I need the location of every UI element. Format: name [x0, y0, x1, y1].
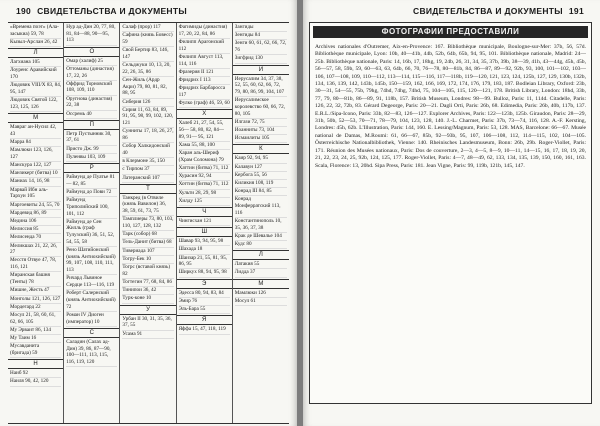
- index-entry: Иоанниты 73, 104: [235, 127, 287, 135]
- index-column: [233, 23, 289, 423]
- index-entry: Сельджуки 10, 13, 20, 22, 26, 35, 86: [122, 62, 173, 77]
- index-entry: Эдесса 80, 94, 83, 84: [179, 290, 230, 298]
- index-entry: Зигфрид 130: [235, 55, 287, 63]
- right-page: [303, 0, 600, 426]
- index-entry: Оссремь 40: [66, 111, 117, 119]
- index-column: [177, 23, 233, 423]
- index-entry: Шахада 18: [179, 246, 230, 254]
- index-entry: Ширкух 88, 94, 95, 98: [179, 269, 230, 277]
- index-entry: Месстя Отвуе 47, 78, 116, 121: [10, 257, 61, 272]
- index-entry: Лидда 37: [235, 269, 287, 277]
- index-entry: Саладин (Салах ад-Дин) 39, 86, 87—90, 100—111, 113, 115, 116, 119, 120: [66, 339, 117, 367]
- index-entry: Калавун 127: [235, 164, 287, 172]
- index-entry: Зенгиды 84: [235, 32, 287, 40]
- index-entry: Киликия 108, 119: [235, 180, 287, 188]
- index-entry: Хоттин (битва) 71, 112: [179, 181, 230, 189]
- index-letter-heading: Л: [233, 250, 289, 260]
- index-entry: Мардевид 86, 89: [10, 210, 61, 218]
- index-entry: Людовик VIII/Х 83, 84, 95, 147: [10, 82, 61, 97]
- index-letter-heading: О: [64, 47, 119, 57]
- index-entry: Манскура 122, 127: [10, 162, 61, 170]
- index-entry: Кызыл-Арслан 26, 42: [10, 39, 61, 47]
- index-entry: Исмаилиты 105: [235, 135, 287, 143]
- index-entry: Мосул 61: [235, 298, 287, 306]
- index-entry: Кербога 55, 56: [235, 172, 287, 180]
- index-entry: Мавраг ан-Нусил 42, 43: [10, 124, 61, 139]
- index-entry: Раймунд де Пуатье 81— 82, 85: [66, 174, 117, 189]
- index-letter-heading: Ч: [177, 207, 232, 217]
- index-entry: Тогтегин 77, 68, 84, 86: [122, 279, 173, 287]
- running-head-right-text: СВИДЕТЕЛЬСТВА И ДОКУМЕНТЫ: [413, 6, 563, 16]
- index-column: [64, 23, 120, 423]
- index-entry: Иерусалимское королевство 60, 66, 72, 80, 105: [235, 97, 287, 119]
- index-entry: Мамлюки 126: [235, 290, 287, 298]
- index-entry: Му Таим 16: [10, 335, 61, 343]
- index-entry: Тогру-Бек 10: [122, 256, 173, 264]
- index-entry: Филипп Август 113, 114, 116: [179, 54, 230, 69]
- index-entry: Халеб 21, 27, 54, 55, 56— 58, 80, 82, 84—89, 91— 95, 121: [179, 120, 230, 142]
- index-letter-heading: М: [233, 279, 289, 289]
- index-entry: Петр Пустынник 30, 37, 61: [66, 131, 117, 146]
- index-entry: Мишне, Жесть 47: [10, 287, 61, 295]
- page-number-right: 191: [568, 6, 584, 16]
- index-letter-heading: П: [64, 120, 119, 130]
- index-entry: Му Эрваит 86, 134: [10, 327, 61, 335]
- index-entry: Ричард Львиное Сердце 113—116, 119: [66, 275, 117, 290]
- index-letter-heading: Н: [8, 359, 63, 369]
- index-entry: Миранская башня (Тенты) 78: [10, 272, 61, 287]
- index-entry: «Времена поэт» (Ала-засыкиа) 59, 78: [10, 24, 61, 39]
- index-entry: Кудс 80: [235, 241, 287, 249]
- index-entry: Омар (халиф) 25: [66, 58, 117, 66]
- index-entry: Яффа 15, 47, 118, 119: [179, 326, 230, 334]
- index-entry: Тивериада 107: [122, 248, 173, 256]
- index-entry: Хилду 125: [179, 198, 230, 206]
- index-entry: Сафина (князь Бовесс) 59: [122, 32, 173, 47]
- photo-credits-box: [309, 22, 592, 404]
- photo-credits-title: ФОТОГРАФИИ ПРЕДОСТАВИЛИ: [313, 26, 588, 38]
- index-entry: Сен-Жиль (Ардр Акри) 79, 80, 81, 82, 88, 95: [122, 77, 173, 99]
- index-entry: Хульти 28, 29, 98: [179, 190, 230, 198]
- index-entry: Маниах 14, 16, 98: [10, 178, 61, 186]
- index-entry: Илгази 72, 75: [235, 119, 287, 127]
- index-entry: Роберт Салернский (князь Антиохийский) 72: [66, 290, 117, 312]
- index-entry: Тамплиеры 73, 80, 103, 110, 127, 128, 132: [122, 216, 173, 231]
- index-entry: Меликшах 21, 22, 26, 27: [10, 243, 61, 258]
- index-entry: Оффрид Торновский 108, 109, 110: [66, 81, 117, 96]
- index-entry: Тинипои 36, 42: [122, 287, 173, 295]
- index-entry: Мосул 21, 58, 60, 61, 62, 66, 105: [10, 312, 61, 327]
- index-entry: Эмир 76: [179, 298, 230, 306]
- index-letter-heading: Т: [120, 184, 175, 194]
- index-entry: Мусавданита (бригада) 59: [10, 343, 61, 358]
- index-letter-heading: Ш: [177, 227, 232, 237]
- index-entry: Латеранский 107: [122, 175, 173, 183]
- index-entry: Манзикерт (битва) 10: [10, 170, 61, 178]
- index-letter-heading: Л: [8, 48, 63, 58]
- index-column: [120, 23, 176, 423]
- index-entry: Раймунд до Пови 72: [66, 189, 117, 197]
- index-entry: Хурасин 92, 94: [179, 173, 230, 181]
- index-entry: Медина 106: [10, 218, 61, 226]
- index-letter-heading: Х: [177, 109, 232, 119]
- index-entry: Салаф (прор) 117: [122, 24, 173, 32]
- index-entry: Фразерия II 121: [179, 69, 230, 77]
- index-letter-heading: У: [120, 305, 175, 315]
- index-entry: Фагимиды (династия) 17, 20, 22, 84, 86: [179, 24, 230, 39]
- index-letter-heading: Р: [64, 163, 119, 173]
- index-entry: Чингисхан 121: [179, 218, 230, 226]
- index-entry: Фридрих I 113: [179, 77, 230, 85]
- index-entry: Усама 91: [122, 331, 173, 339]
- index-letter-heading: С: [64, 328, 119, 338]
- index-entry: Зенги 60, 61, 62, 66, 72, 76: [235, 40, 287, 55]
- index-entry: Латакия 55: [235, 261, 287, 269]
- index-entry: Мелиссия 85: [10, 226, 61, 234]
- index-entry: Танкред (в Отвиле (князь Вавилон) 36, 38, 59, 61, 73, 75: [122, 195, 173, 217]
- index-entry: Турк-коне 10: [122, 295, 173, 303]
- index-entry: Шаизар 21, 55, 81, 95, 86, 95: [179, 255, 230, 270]
- index-entry: Хаттин (битва) 71, 112: [179, 165, 230, 173]
- index-entry: Маргоевиты 24, 55, 70: [10, 202, 61, 210]
- index-entry: Марра 84: [10, 139, 61, 147]
- index-entry: Фридрих Барбаросса 117: [179, 85, 230, 100]
- index-entry: Фулко (граф) 46, 59, 60: [179, 100, 230, 108]
- index-entry: Сунниты 17, 18, 26, 27, 86: [122, 128, 173, 143]
- index-entry: Сиберия 126: [122, 99, 173, 107]
- index-entry: Присто Дж. 99: [66, 146, 117, 154]
- running-head-left: [10, 6, 187, 18]
- index-entry: Лагхиана 105: [10, 59, 61, 67]
- index-entry: Раймунд де Сен Жилль (граф Тулузский) 36, 51, 52, 54, 55, 58: [66, 219, 117, 247]
- index-entry: Наиб 92: [10, 370, 61, 378]
- running-head-left-text: СВИДЕТЕЛЬСТВА И ДОКУМЕНТЫ: [37, 6, 187, 16]
- page-number-left: 190: [16, 6, 32, 16]
- index-entry: Урбан II 30, 31, 35, 36, 37, 55: [122, 316, 173, 331]
- index-entry: Конрад Монферратский 113, 116: [235, 196, 287, 218]
- index-letter-heading: К: [233, 144, 289, 154]
- index-entry: Харан аль-Шериф (Храм Соломона) 79: [179, 150, 230, 165]
- index-entry: Тель-Данит (битва) 68: [122, 239, 173, 247]
- index-entry: с Тирпом 37: [122, 166, 173, 174]
- index-entry: Шавар 93, 94, 95, 98: [179, 238, 230, 246]
- index-entry: Роман IV Диоген (император) 10: [66, 312, 117, 327]
- index-entry: Конрад III 84, 85: [235, 188, 287, 196]
- index-entry: в Клермоне 35, 150: [122, 158, 173, 166]
- index-entry: Эль-Бара 55: [179, 306, 230, 314]
- running-head-right: [413, 6, 590, 18]
- index-entry: Крак де Шевалье 104: [235, 233, 287, 241]
- index-entry: Лоуренс Аравийский 170: [10, 67, 61, 82]
- index-entry: Оругнова (династия) 22, 38: [66, 96, 117, 111]
- index-entry: Пуленвы 103, 109: [66, 154, 117, 162]
- index-entry: Монголы 121, 126, 127: [10, 296, 61, 304]
- index-entry: Раймунд Триполийский 100, 101, 112: [66, 197, 117, 219]
- index-entry: Свой Бертир 83, 146, 147: [122, 47, 173, 62]
- index-entry: Филипп Арагонский 112: [179, 39, 230, 54]
- index-entry: Мордегард 22: [10, 304, 61, 312]
- index-columns: [8, 22, 289, 424]
- index-letter-heading: Я: [177, 315, 232, 325]
- left-page: [0, 0, 297, 426]
- index-entry: Собор Халкидонский 40: [122, 143, 173, 158]
- index-entry: Оттоманы (династия) 17, 22, 26: [66, 66, 117, 81]
- index-entry: Нур ад-Дин 20, 77, 80, 81, 84—88, 90—95, 113: [66, 24, 117, 46]
- index-letter-heading: И: [233, 65, 289, 75]
- index-entry: Марвай Ибн аль-Тархуи 105: [10, 187, 61, 202]
- index-entry: Тогрс (вставой князь) 82: [122, 264, 173, 279]
- index-letter-heading: М: [8, 113, 63, 123]
- index-entry: Мелисенда 70: [10, 234, 61, 242]
- photo-credits-text: Archives nationales d'Outremer, Aix-en-Provence: 167. Bibliothèque municipale, Boulogne-sur-Mer: 37b, 56, 57d. Bibliothèque municipale, Lyon: 10b, 40—41b, 44b, 52b, 64b, 65b, 94, 95, 101. Bibliothèque nationale, Madrid: 24—25b. Bibliothèque nationale, Paris: 14, 16b, 17, 18hg, 19, 24b, 26, 31, 34, 35, 37b, 39b, 38—39, 41h, 43—44g, 45h, 45b, 56—57, 58, 59b, 59, 60—63, 63, 64b, 66, 70, 76—78, 80—81b, 84, 86—87, 89—92, 92b, 93, 100, 101—102, 103—106, 107—108, 109, 110—112, 113—114, 115—116, 117—118b, 119—120, 121, 123, 124, 125b, 127, 129, 130b, 132b, 134, 136, 139, 142, 143b, 145b, 150—159, 162, 166, 169, 172, 174, 176, 179, 183, 187. Bodleian Library, Oxford: 23b, 30—31, 54—55, 75b, 79hg, 74hd, 74hg, 74hd, 75, 104—105, 115, 120—121, 178. British Library, London: 18hd, 33b, 77, 79, 80—81b, 86—89, 91, 118b, 157. British Museum, Londres: 98—99. Bulloz, Paris: 11, 114d. Citadelle, Paris: 126, 22, 32, 72b, 83. Gérard Degeorge, Paris: 20—21. Dagli Orti, Paris: 26b, 68. Edimedia, Paris: 26b, 40b, 117b, 137. E.R.L./Sipa-Icono, Paris: 33b, 82—83, 126—127. Explorer Archives, Paris: 122—123b, 125b. Giraudon, Paris: 28—29, 31b, 50b, 52—53, 70—71, 78—79, 104, 123, 128, 140. J.-L. Charmet, Paris: 37b, 73—74, 116, 128. A.-F. Kersting, Londres: 45h, 62b. L'Illustration, Paris: 144, 160. E. Lessing/Magnum, Paris: 53, 128. MAS, Barcelone: 66—67. Musée national de Damas, M.Roumi: 61, 66—67, 85b, 92—93b, 95, 107, 106—108, 112, 114—115, 102, 104—105. Österreichische Nationalbibliothek, Vienne: 140. Rheinisches Landesmuseum, Bonn: 26b, 29b. Roger-Viollet, Paris: 171. Réunion des Musées nationaux, Paris: Dos de couverture, 2—3, 4—5, 8—9, 10—11, 14—15, 16, 17, 18, 19, 20, 21, 22, 23, 24, 25, 92b, 124, 125, 177. Roger-Viollet, Paris: 4—7, 48—49, 62, 133, 134, 135, 139, 150, 160, 161, 163. Scala, Florence: 13, 20hd. Sipa Press, Paris: 181. Jean Vigne, Paris: 99, 119b, 121b, 145, 147.: [315, 44, 586, 169]
- index-entry: Хама 55, 88, 100: [179, 142, 230, 150]
- index-letter-heading: Э: [177, 279, 232, 289]
- index-entry: Рено Шатийонский (князь Антиохийский) 99, 107, 108, 110, 111, 113: [66, 247, 117, 275]
- index-entry: Наиля 90, 42, 120: [10, 378, 61, 386]
- index-entry: Тарк (собор) 68: [122, 231, 173, 239]
- index-entry: Людовик Святой 122, 123, 125, 126: [10, 97, 61, 112]
- index-entry: Мамлюки 123, 126, 127: [10, 147, 61, 162]
- index-entry: Зангиды: [235, 24, 287, 32]
- index-entry: Константинополь 10, 35, 36, 37, 38: [235, 218, 287, 233]
- index-entry: Каир 92, 94, 95: [235, 155, 287, 163]
- index-column: [8, 23, 64, 423]
- index-entry: Сирия 11, 63, 84, 89, 91, 95, 98, 99, 102, 120, 121: [122, 107, 173, 129]
- index-entry: Иерусалим 34, 37, 38, 52, 55, 60, 62, 66, 72, 79, 80, 86, 99, 104, 107: [235, 76, 287, 98]
